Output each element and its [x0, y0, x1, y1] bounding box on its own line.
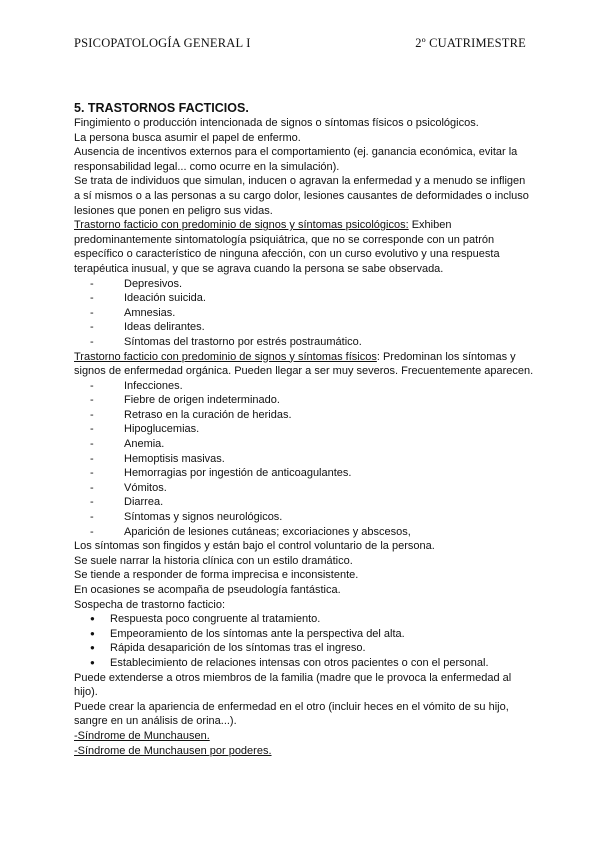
document-body — [74, 101, 534, 758]
list-item: - Depresivos. — [90, 277, 534, 292]
list-item: - Retraso en la curación de heridas. — [90, 408, 534, 423]
body-paragraph: Se tiende a responder de forma imprecisa e inconsistente. — [74, 569, 359, 582]
list-item: - Fiebre de origen indeterminado. — [90, 393, 534, 408]
list-item: - Amnesias. — [90, 306, 534, 321]
munchausen-by-proxy-link: -Síndrome de Munchausen por poderes. — [74, 744, 272, 757]
list-item: ● Establecimiento de relaciones intensas con otros pacientes o con el personal. — [90, 656, 534, 671]
list-item: - Hemorragias por ingestión de anticoagulantes. — [90, 466, 534, 481]
physical-paragraph — [74, 350, 534, 379]
body-paragraph: Se suele narrar la historia clínica con un estilo dramático. — [74, 554, 353, 567]
list-item: - Anemia. — [90, 437, 534, 452]
list-item: - Ideas delirantes. — [90, 320, 534, 335]
suspicion-list — [74, 612, 534, 670]
list-item: - Hemoptisis masivas. — [90, 452, 534, 467]
physical-text: : Predominan los síntomas y signos de enfermedad orgánica. Pueden llegar a ser muy severos. Frecuentemente aparecen. — [74, 350, 534, 378]
intro-paragraph: Fingimiento o producción intencionada de signos o síntomas físicos o psicológicos. — [74, 117, 479, 129]
body-paragraph: En ocasiones se acompaña de pseudología fantástica. — [74, 584, 341, 596]
psychological-text: Exhiben predominantemente sintomatología psiquiátrica, que no se corresponde con un patrón específico o característico de ninguna afección, con un curso evolutivo y una respuesta terapéutica inusual, y que se agrava cuando la persona se sabe observada. — [74, 219, 500, 275]
physical-heading: Trastorno facticio con predominio de signos y síntomas físicos — [74, 350, 377, 363]
body-paragraph: Puede extenderse a otros miembros de la familia (madre que le provoca la enfermedad al hijo). — [74, 671, 512, 699]
psychological-paragraph — [74, 218, 534, 276]
suspicion-heading: Sospecha de trastorno facticio: — [74, 598, 226, 611]
psychological-symptom-list — [74, 277, 534, 350]
list-item: - Vómitos. — [90, 481, 534, 496]
intro-paragraph: La persona busca asumir el papel de enfermo. — [74, 131, 301, 144]
list-item: ● Empeoramiento de los síntomas ante la perspectiva del alta. — [90, 627, 534, 642]
intro-paragraph: Ausencia de incentivos externos para el comportamiento (ej. ganancia económica, evitar la responsabilidad legal... como ocurre en la simulación). — [74, 146, 518, 173]
munchausen-link: -Síndrome de Munchausen. — [74, 729, 210, 742]
body-paragraph: Los síntomas son fingidos y están bajo el control voluntario de la persona. — [74, 540, 435, 553]
list-item: ● Respuesta poco congruente al tratamiento. — [90, 612, 534, 627]
section-title: 5. TRASTORNOS FACTICIOS. — [74, 101, 249, 115]
list-item: - Síntomas y signos neurológicos. — [90, 510, 534, 525]
body-paragraph: Puede crear la apariencia de enfermedad en el otro (incluir heces en el vómito de su hijo, sangre en un análisis de orina...). — [74, 700, 509, 728]
header-subject: PSICOPATOLOGÍA GENERAL I — [74, 36, 251, 50]
psychological-heading: Trastorno facticio con predominio de signos y síntomas psicológicos: — [74, 219, 409, 232]
list-item: - Diarrea. — [90, 495, 534, 510]
physical-symptom-list — [74, 379, 534, 540]
list-item: - Síntomas del trastorno por estrés postraumático. — [90, 335, 534, 350]
list-item: - Ideación suicida. — [90, 291, 534, 306]
list-item: - Aparición de lesiones cutáneas; excoriaciones y abscesos, — [90, 525, 534, 540]
list-item: ● Rápida desaparición de los síntomas tras el ingreso. — [90, 641, 534, 656]
header-term: 2º CUATRIMESTRE — [415, 36, 526, 50]
list-item: - Infecciones. — [90, 379, 534, 394]
page-header — [74, 36, 526, 51]
intro-paragraph: Se trata de individuos que simulan, inducen o agravan la enfermedad y a menudo se infligen a sí mismos o a las personas a su cargo dolor, lesiones causantes de deformidades o incluso lesiones que ponen en peligro sus vidas. — [74, 175, 529, 217]
list-item: - Hipoglucemias. — [90, 422, 534, 437]
